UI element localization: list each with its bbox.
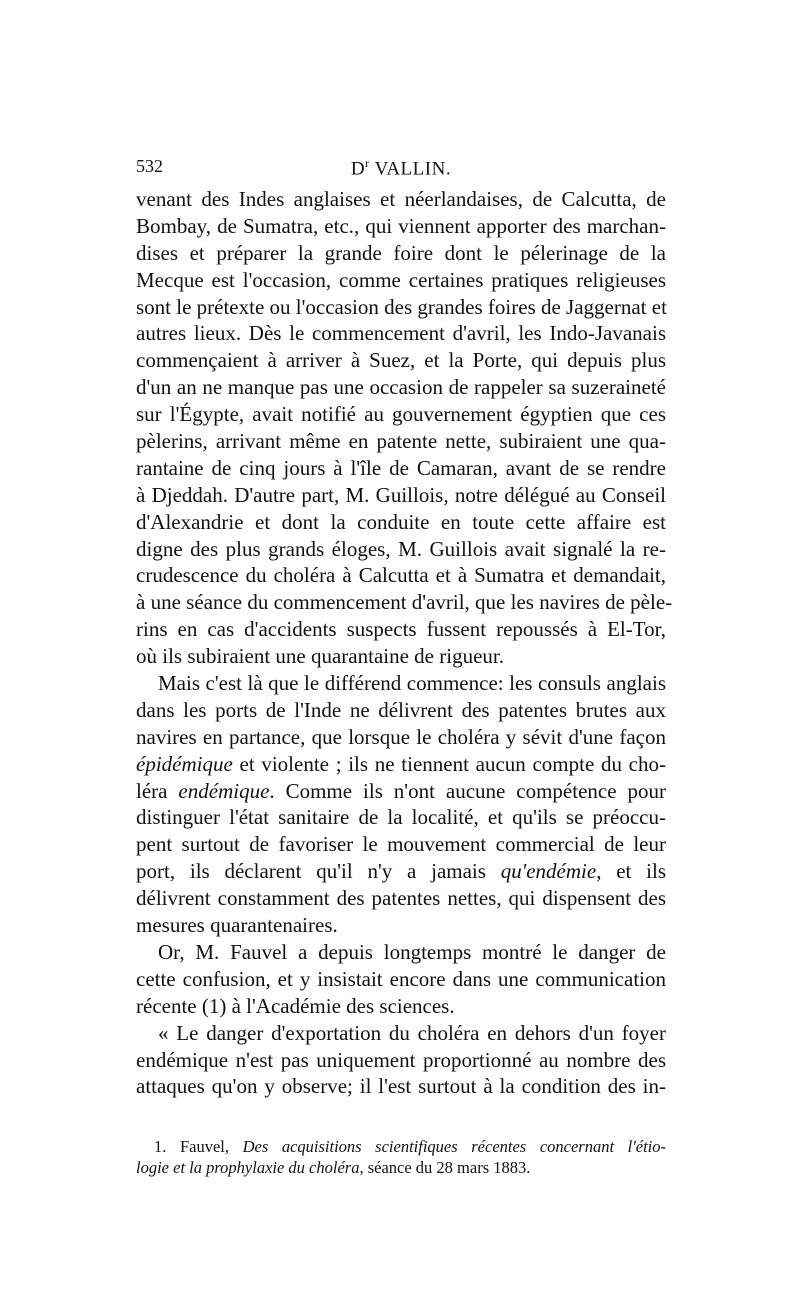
text-line: Or, M. Fauvel a depuis longtemps montré le danger de: [158, 939, 666, 964]
paragraph-2: [136, 670, 666, 939]
text-line: navires en partance, que lorsque le choléra y sévit d'une façon: [136, 724, 666, 749]
italic-word: épidémique: [136, 751, 233, 776]
italic-word: qu'endémie: [500, 859, 597, 884]
text-line: Mecque est l'occasion, comme certaines pratiques religieuses: [136, 267, 666, 292]
text-line: dans les ports de l'Inde ne délivrent des patentes brutes aux: [136, 697, 666, 722]
text-line: à Djeddah. D'autre part, M. Guillois, notre délégué au Conseil: [136, 482, 666, 507]
page-header: [136, 150, 666, 178]
body-text: [136, 186, 673, 1100]
text-line: récente (1) à l'Académie des sciences.: [136, 993, 455, 1018]
text-line: [136, 778, 666, 805]
text-line: où ils subiraient une quarantaine de rigueur.: [136, 644, 504, 669]
text-line: attaques qu'on y observe; il l'est surtout à la condition des in-: [136, 1074, 666, 1099]
text-line: rins en cas d'accidents suspects fussent repoussés à El-Tor,: [136, 617, 666, 642]
text-line: digne des plus grands éloges, M. Guillois avait signalé la re-: [136, 536, 666, 561]
text-line: [136, 858, 666, 885]
footnote-marker: 1. Fauvel,: [154, 1137, 243, 1157]
text-line: crudescence du choléra à Calcutta et à Sumatra et demandait,: [136, 563, 666, 588]
footnote-tail: , séance du 28 mars 1883.: [359, 1158, 531, 1178]
text-line: pent surtout de favoriser le mouvement commercial de leur: [136, 832, 666, 857]
text-line: commençaient à arriver à Suez, et la Porte, qui depuis plus: [136, 348, 666, 373]
text-line: endémique n'est pas uniquement proportionné au nombre des: [136, 1047, 666, 1072]
text-line: délivrent constamment des patentes nettes, qui dispensent des: [136, 886, 666, 911]
text-run: port, ils déclarent qu'il n'y a jamais: [136, 859, 501, 884]
text-line: sur l'Égypte, avait notifié au gouvernement égyptien que ces: [136, 402, 666, 427]
text-line: sont le prétexte ou l'occasion des grandes foires de Jaggernat et: [136, 294, 667, 319]
text-line: venant des Indes anglaises et néerlandaises, de Calcutta, de: [136, 187, 666, 211]
running-head-sup: r: [365, 156, 370, 170]
text-line: dises et préparer la grande foire dont le pélerinage de la: [136, 240, 666, 265]
footnote-line: [136, 1157, 666, 1178]
text-line: Mais c'est là que le différend commence: les consuls anglais: [158, 671, 666, 696]
text-run: , et ils: [596, 859, 666, 884]
text-line: « Le danger d'exportation du choléra en dehors d'un foyer: [158, 1020, 666, 1045]
text-line: d'Alexandrie et dont la conduite en toute cette affaire est: [136, 509, 666, 534]
footnote-line: [136, 1136, 666, 1157]
footnote-title: Des acquisitions scientifiques récentes concernant l'étio-: [242, 1137, 666, 1157]
text-line: Bombay, de Sumatra, etc., qui viennent apporter des marchan-: [136, 213, 666, 238]
running-head-name: VALLIN.: [369, 158, 452, 180]
text-line: à une séance du commencement d'avril, que les navires de pèle-: [136, 590, 673, 615]
running-head-prefix: D: [350, 158, 366, 180]
paragraph-4: [136, 1020, 666, 1101]
footnote-title: logie et la prophylaxie du choléra: [136, 1158, 360, 1178]
text-line: autres lieux. Dès le commencement d'avril, les Indo-Javanais: [136, 321, 666, 346]
book-page: [136, 150, 673, 1178]
paragraph-1: [136, 186, 673, 670]
text-run: . Comme ils n'ont aucune compétence pour: [269, 778, 666, 803]
text-line: distinguer l'état sanitaire de la localité, et qu'ils se préoccu-: [136, 805, 666, 830]
text-line: cette confusion, et y insistait encore dans une communication: [136, 966, 666, 991]
text-line: [136, 751, 666, 778]
page-number: 532: [136, 156, 163, 176]
italic-word: endémique: [178, 778, 270, 803]
text-run: léra: [136, 778, 179, 803]
paragraph-3: [136, 939, 666, 1020]
text-run: et violente ; ils ne tiennent aucun compte du cho-: [232, 751, 666, 776]
text-line: d'un an ne manque pas une occasion de rappeler sa suzeraineté: [136, 375, 666, 400]
running-head: [136, 156, 666, 180]
text-line: pèlerins, arrivant même en patente nette, subiraient une qua-: [136, 429, 666, 454]
text-line: rantaine de cinq jours à l'île de Camaran, avant de se rendre: [136, 455, 666, 480]
footnote: [136, 1136, 666, 1178]
text-line: mesures quarantenaires.: [136, 913, 338, 938]
